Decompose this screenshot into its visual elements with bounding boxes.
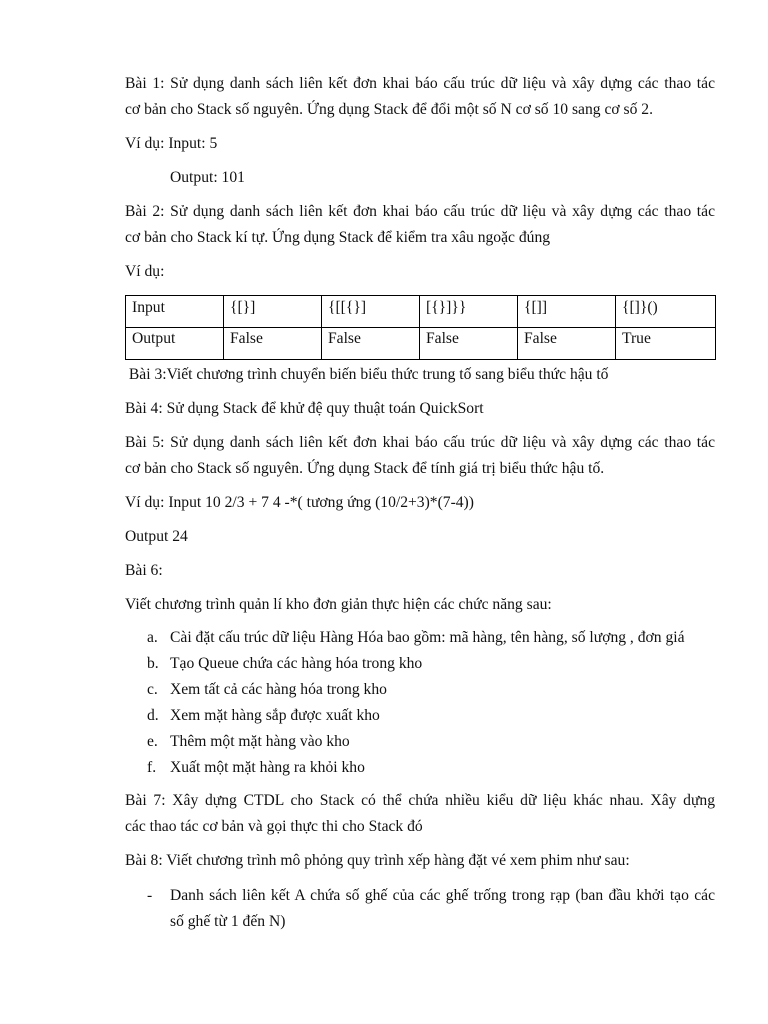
list-marker: d. [147,707,159,724]
list-item-text: Cài đặt cấu trúc dữ liệu Hàng Hóa bao gồm: mã hàng, tên hàng, số lượng , đơn giá [170,629,685,646]
table-cell: True [616,328,716,360]
list-item-text: Thêm một mặt hàng vào kho [170,733,350,750]
table-row [126,296,716,328]
table-cell: {[]}() [616,296,716,328]
bai1-line-1: Bài 1: Sử dụng danh sách liên kết đơn khai báo cấu trúc dữ liệu và xây dựng các thao tác [125,75,715,92]
bai1-example-output: Output: 101 [170,169,245,186]
bai5-output: Output 24 [125,528,188,545]
table-cell: {[]] [518,296,616,328]
bai5-paragraph [125,430,715,482]
list-marker: e. [147,733,158,750]
bai1-paragraph [125,71,715,123]
table-cell: [{}]}} [420,296,518,328]
bai6-title: Bài 6: [125,562,163,579]
table-cell: False [518,328,616,360]
bai2-line-1: Bài 2: Sử dụng danh sách liên kết đơn khai báo cấu trúc dữ liệu và xây dựng các thao tác [125,203,715,220]
bai6-intro: Viết chương trình quản lí kho đơn giản thực hiện các chức năng sau: [125,596,552,613]
bai5-line-2: cơ bản cho Stack số nguyên. Ứng dụng Stack để tính giá trị biểu thức hậu tố. [125,460,605,477]
table-cell: False [322,328,420,360]
table-cell: Input [126,296,224,328]
bai2-line-2: cơ bản cho Stack kí tự. Ứng dụng Stack để kiểm tra xâu ngoặc đúng [125,229,551,246]
bai1-example-input: Ví dụ: Input: 5 [125,135,218,152]
list-item-text: Xuất một mặt hàng ra khỏi kho [170,759,365,776]
table-cell: Output [126,328,224,360]
bai7-paragraph [125,788,715,840]
bai2-example-label: Ví dụ: [125,263,165,280]
list-item-text: Xem mặt hàng sắp được xuất kho [170,707,380,724]
bai5-example: Ví dụ: Input 10 2/3 + 7 4 -*( tương ứng (10/2+3)*(7-4)) [125,494,474,511]
bai5-line-1: Bài 5: Sử dụng danh sách liên kết đơn khai báo cấu trúc dữ liệu và xây dựng các thao tác [125,434,715,451]
bai7-line-2: các thao tác cơ bản và gọi thực thi cho Stack đó [125,818,423,835]
table-cell: {[}] [224,296,322,328]
list-item-text: Danh sách liên kết A chứa số ghế của các ghế trống trong rạp (ban đầu khởi tạo các số ghế từ 1 đến N) [170,887,715,930]
list-item-text: Xem tất cả các hàng hóa trong kho [170,681,387,698]
table-row [126,328,716,360]
bai1-line-2: cơ bản cho Stack số nguyên. Ứng dụng Stack để đổi một số N cơ số 10 sang cơ số 2. [125,101,653,118]
table-cell: False [420,328,518,360]
bai7-line-1: Bài 7: Xây dựng CTDL cho Stack có thể chứa nhiều kiểu dữ liệu khác nhau. Xây dựng [125,792,715,809]
list-item-text: Tạo Queue chứa các hàng hóa trong kho [170,655,423,672]
list-marker: f. [147,759,157,776]
bai8-intro: Bài 8: Viết chương trình mô phỏng quy trình xếp hàng đặt vé xem phim như sau: [125,852,630,869]
list-marker: c. [147,681,158,698]
list-marker: - [147,887,153,904]
bai2-paragraph [125,199,715,251]
list-marker: b. [147,655,159,672]
bai4-paragraph: Bài 4: Sử dụng Stack để khử đệ quy thuật toán QuickSort [125,400,484,417]
table-cell: False [224,328,322,360]
list-marker: a. [147,629,158,646]
bracket-example-table [125,295,716,360]
bai3-paragraph: Bài 3:Viết chương trình chuyển biến biểu thức trung tố sang biểu thức hậu tố [125,366,609,383]
table-cell: {[[{}] [322,296,420,328]
